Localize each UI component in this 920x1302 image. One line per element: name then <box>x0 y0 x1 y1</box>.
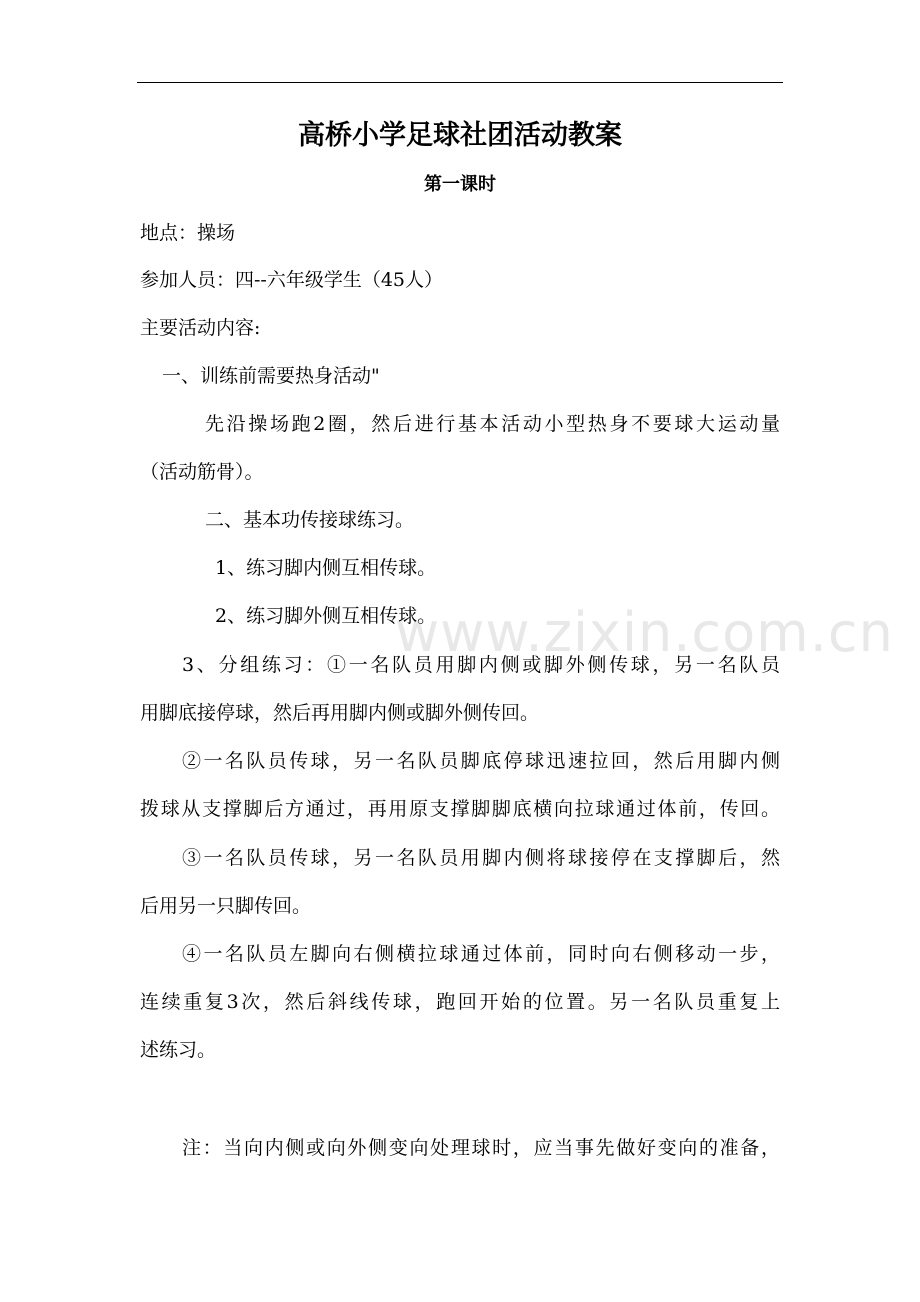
main-content-heading: 主要活动内容: <box>140 317 261 339</box>
drill-4-line1: ④一名队员左脚向右侧横拉球通过体前，同时向右侧移动一步， <box>182 943 780 965</box>
drill-4-line3: 述练习。 <box>140 1039 217 1061</box>
exercise-item-3-line2: 用脚底接停球，然后再用脚内侧或脚外侧传回。 <box>140 702 540 724</box>
section1-heading: 一、训练前需要热身活动" <box>162 365 380 387</box>
drill-3-line1: ③一名队员传球，另一名队员用脚内侧将球接停在支撑脚后，然 <box>182 847 780 869</box>
drill-3-line2: 后用另一只脚传回。 <box>140 895 312 917</box>
document-title: 高桥小学足球社团活动教案 <box>298 120 622 151</box>
drill-2-line1: ②一名队员传球，另一名队员脚底停球迅速拉回，然后用脚内侧 <box>182 750 780 772</box>
section2-heading: 二、基本功传接球练习。 <box>205 509 415 531</box>
section1-paragraph-line1: 先沿操场跑2圈，然后进行基本活动小型热身不要球大运动量 <box>205 413 780 435</box>
drill-4-line2: 连续重复3次，然后斜线传球，跑回开始的位置。另一名队员重复上 <box>140 991 780 1013</box>
watermark: www.zixin.com.cn <box>395 601 894 664</box>
drill-2-line2: 拨球从支撑脚后方通过，再用原支撑脚脚底横向拉球通过体前，传回。 <box>140 798 780 820</box>
note-line1: 注：当向内侧或向外侧变向处理球时，应当事先做好变向的准备， <box>182 1137 780 1159</box>
exercise-item-3-line1: 3、分组练习：①一名队员用脚内侧或脚外侧传球，另一名队员 <box>182 654 780 676</box>
header-rule <box>137 82 783 83</box>
participants-line: 参加人员：四--六年级学生（45人） <box>140 269 444 291</box>
exercise-item-2: 2、练习脚外侧互相传球。 <box>215 605 437 627</box>
lesson-subtitle: 第一课时 <box>424 174 496 195</box>
section1-paragraph-line2: （活动筋骨）。 <box>140 461 264 483</box>
location-line: 地点：操场 <box>140 222 236 244</box>
exercise-item-1: 1、练习脚内侧互相传球。 <box>215 557 437 579</box>
